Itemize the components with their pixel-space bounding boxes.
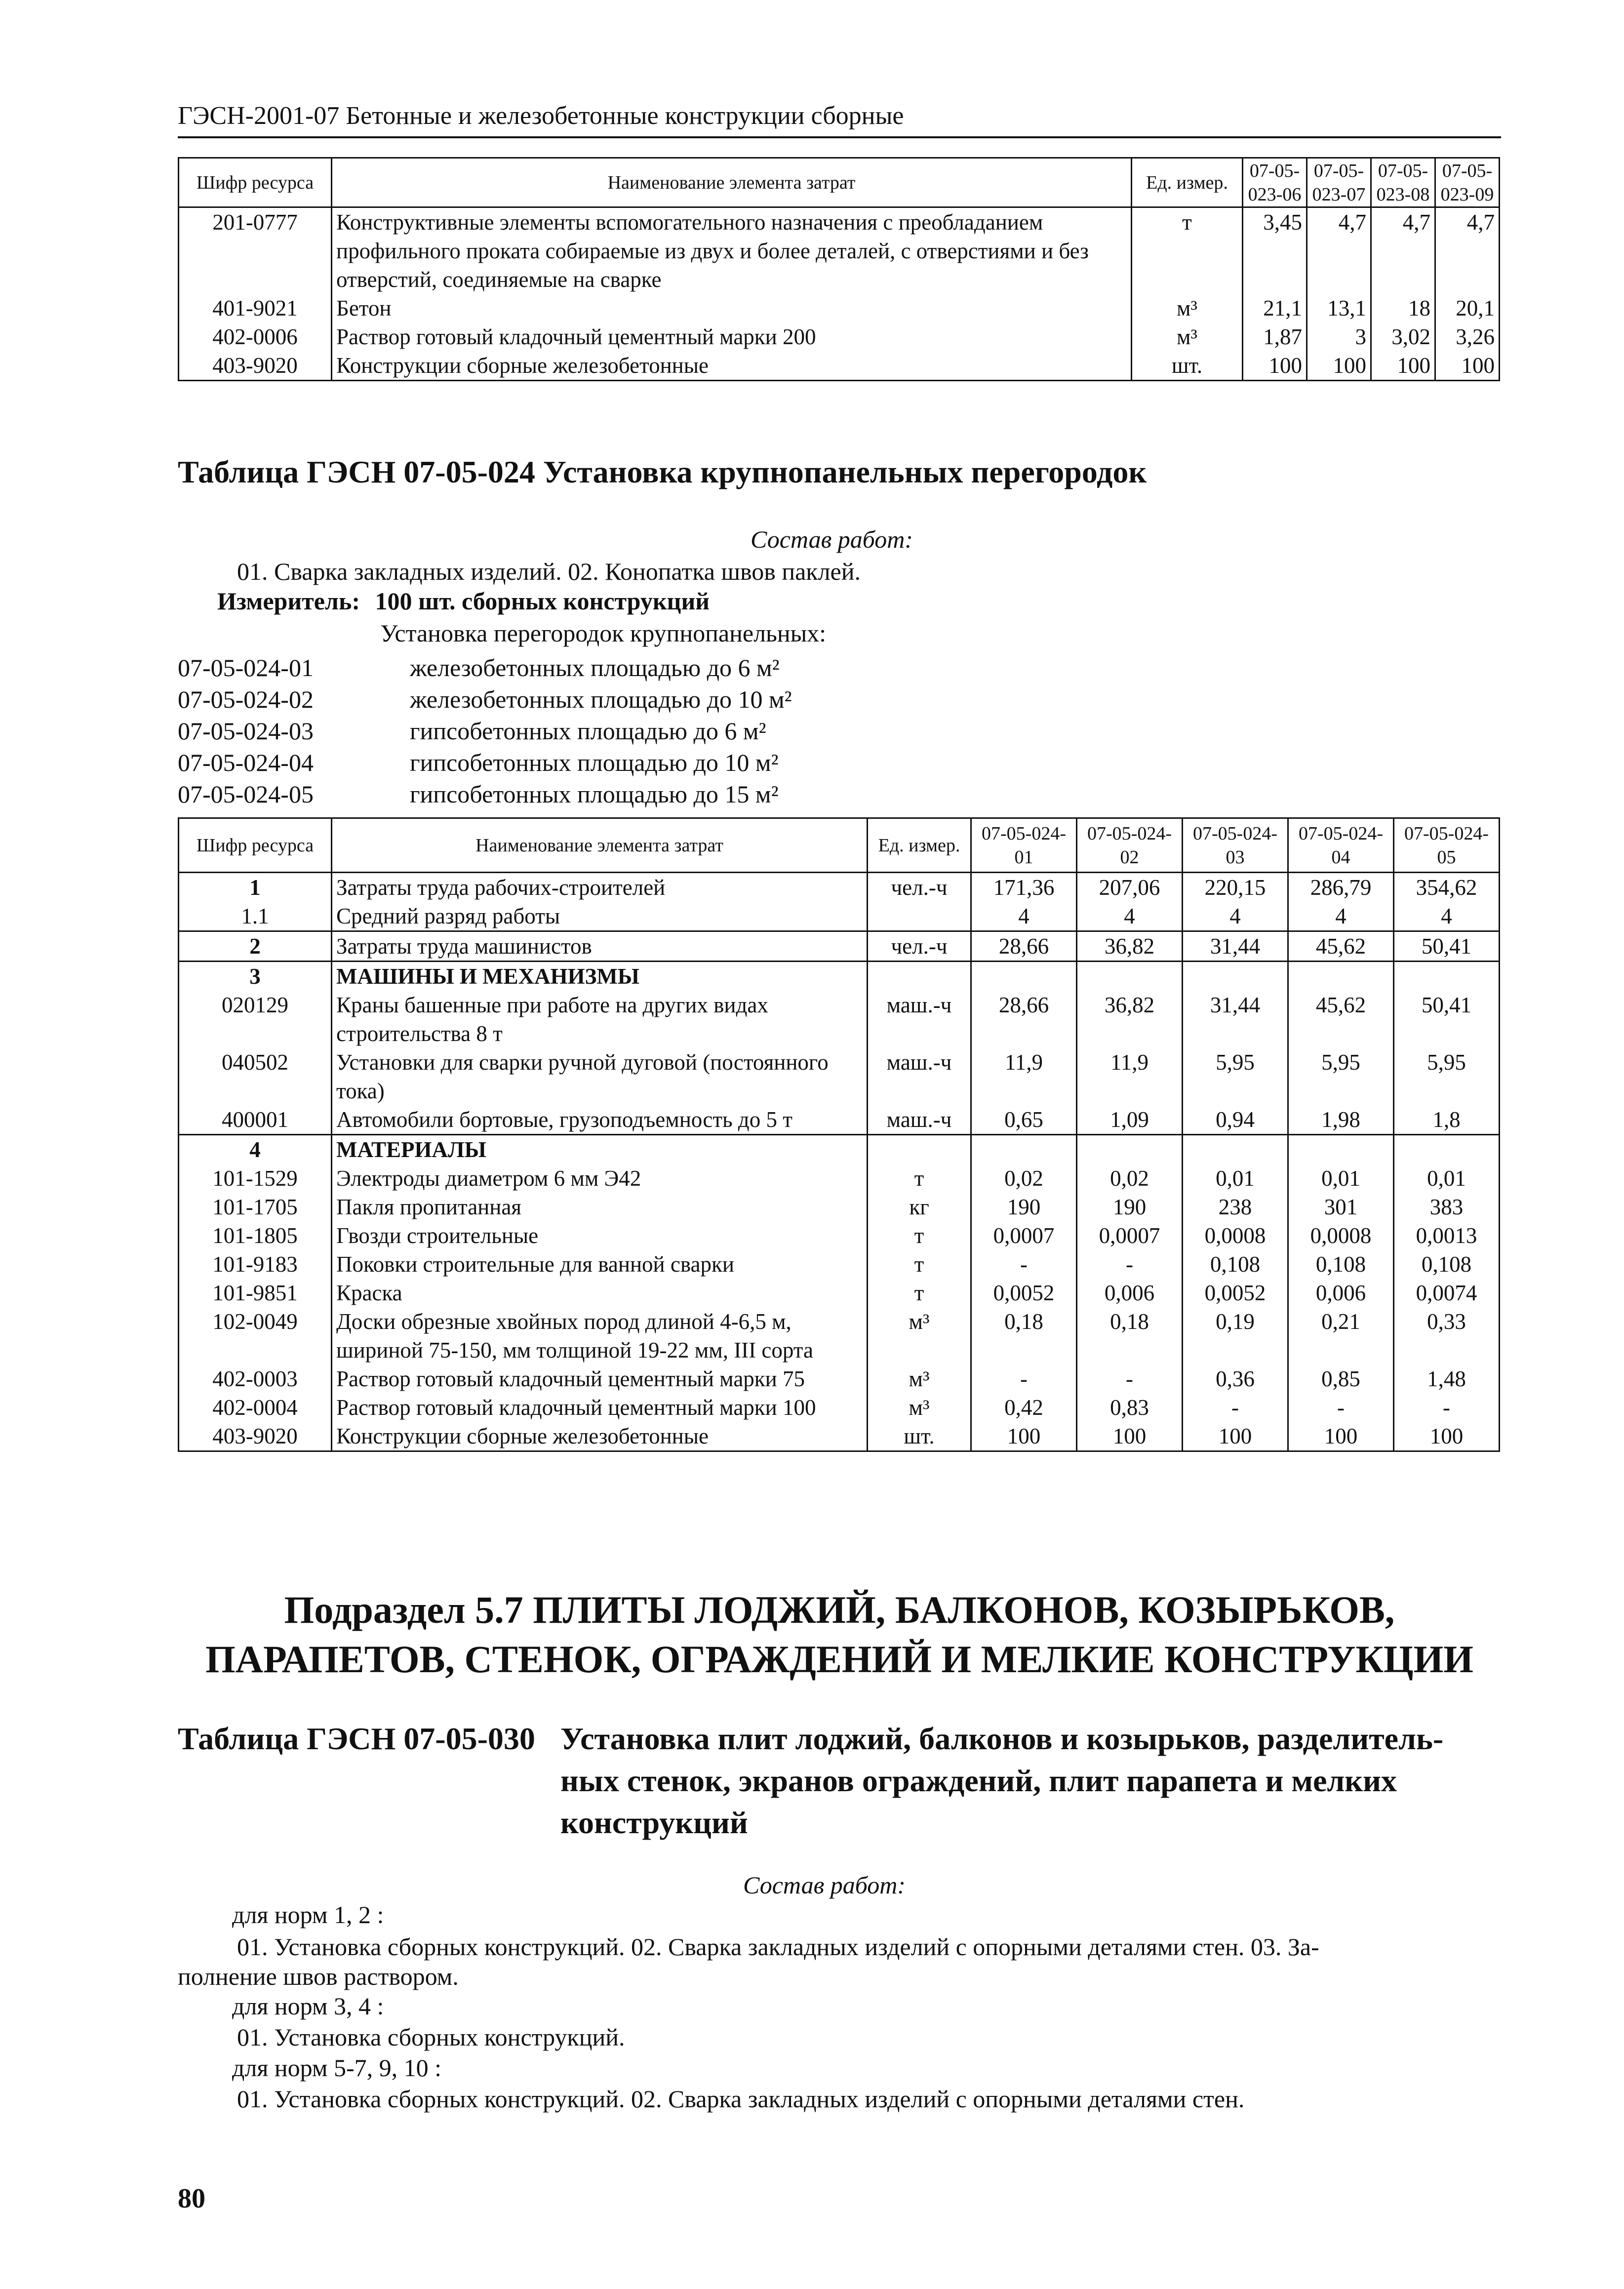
resource-value: 50,41 (1394, 991, 1500, 1048)
resource-value: 0,19 (1183, 1307, 1288, 1365)
resource-code: 400001 (179, 1105, 332, 1135)
resource-value: 100 (1288, 1422, 1394, 1451)
resource-code: 040502 (179, 1048, 332, 1105)
resource-code: 101-9183 (179, 1250, 332, 1279)
resource-unit: м³ (1132, 322, 1243, 351)
resource-name: Средний разряд работы (332, 902, 868, 931)
resource-code: 102-0049 (179, 1307, 332, 1365)
resource-value (971, 962, 1077, 991)
resource-code: 101-1705 (179, 1193, 332, 1221)
resource-value: 190 (1077, 1193, 1183, 1221)
resource-unit: м³ (868, 1365, 971, 1393)
resource-value: 0,0007 (1077, 1221, 1183, 1250)
resource-unit (868, 902, 971, 931)
resource-value: 0,108 (1288, 1250, 1394, 1279)
table-024-title: Таблица ГЭСН 07-05-024 Установка крупнопанельных перегородок (178, 454, 1147, 489)
resource-value: 0,02 (1077, 1164, 1183, 1193)
resource-name: Доски обрезные хвойных пород длиной 4-6,5 м, шириной 75-150, мм толщиной 19-22 мм, III сорта (332, 1307, 868, 1365)
resource-code: 402-0003 (179, 1365, 332, 1393)
norm-code: 07-05-024-01 (178, 654, 314, 682)
resource-unit: шт. (1132, 351, 1243, 381)
column-header: 07-05-023-08 (1371, 158, 1435, 207)
table-row (179, 873, 1500, 902)
norm-item (178, 778, 779, 810)
resource-unit: м³ (868, 1393, 971, 1422)
resource-value: 0,0074 (1394, 1279, 1500, 1307)
table-row (179, 1135, 1500, 1165)
resource-value: 5,95 (1394, 1048, 1500, 1105)
resource-name: Электроды диаметром 6 мм Э42 (332, 1164, 868, 1193)
norm-code: 07-05-024-02 (178, 685, 314, 713)
norm-text: гипсобетонных площадью до 15 м² (410, 780, 779, 808)
column-header: 07-05-024-03 (1183, 818, 1288, 873)
works-label-030: Состав работ: (743, 1871, 906, 1899)
resource-value: 0,02 (971, 1164, 1077, 1193)
table-row (179, 1250, 1500, 1279)
resource-value: 100 (1435, 351, 1500, 381)
resource-code: 403-9020 (179, 351, 332, 381)
resource-unit: т (868, 1279, 971, 1307)
column-header: 07-05-024-01 (971, 818, 1077, 873)
resource-unit: чел.-ч (868, 931, 971, 962)
resource-code: 201-0777 (179, 207, 332, 294)
resource-value: 0,85 (1288, 1365, 1394, 1393)
resource-unit (868, 1135, 971, 1165)
column-header: 07-05-023-07 (1307, 158, 1371, 207)
resource-value: 31,44 (1183, 991, 1288, 1048)
resource-unit: маш.-ч (868, 1105, 971, 1135)
resource-name: Конструкции сборные железобетонные (332, 1422, 868, 1451)
page-header: ГЭСН-2001-07 Бетонные и железобетонные конструкции сборные (178, 99, 1501, 138)
resource-unit: маш.-ч (868, 991, 971, 1048)
table-row (179, 1422, 1500, 1451)
resource-value (1288, 1135, 1394, 1165)
resource-value: 100 (1371, 351, 1435, 381)
resource-name: Затраты труда машинистов (332, 931, 868, 962)
resource-value: 5,95 (1183, 1048, 1288, 1105)
resource-name: МАШИНЫ И МЕХАНИЗМЫ (332, 962, 868, 991)
resource-value: 0,65 (971, 1105, 1077, 1135)
table-row (179, 931, 1500, 962)
column-header: 07-05-024-04 (1288, 818, 1394, 873)
resource-value: 0,42 (971, 1393, 1077, 1422)
resource-name: Краска (332, 1279, 868, 1307)
column-header: 07-05-023-06 (1243, 158, 1307, 207)
table-row (179, 294, 1500, 322)
resource-name: Установки для сварки ручной дуговой (постоянного тока) (332, 1048, 868, 1105)
resource-unit: т (1132, 207, 1243, 294)
group-label: Установка перегородок крупнопанельных: (380, 619, 827, 647)
resource-value: 4 (1288, 902, 1394, 931)
resource-value (1183, 1135, 1288, 1165)
resource-value (1077, 962, 1183, 991)
resource-value: 3,26 (1435, 322, 1500, 351)
resource-value: 100 (1183, 1422, 1288, 1451)
resource-value: 0,0013 (1394, 1221, 1500, 1250)
resource-value: 13,1 (1307, 294, 1371, 322)
resource-value: 190 (971, 1193, 1077, 1221)
resource-value: 0,0007 (971, 1221, 1077, 1250)
column-header: Ед. измер. (868, 818, 971, 873)
norm-text: железобетонных площадью до 6 м² (410, 654, 780, 682)
resource-value: 100 (1077, 1422, 1183, 1451)
resource-unit: м³ (868, 1307, 971, 1365)
resource-name: Поковки строительные для ванной сварки (332, 1250, 868, 1279)
table-row (179, 991, 1500, 1048)
norm-item (178, 747, 779, 778)
resource-value: 100 (1394, 1422, 1500, 1451)
resource-value: 0,01 (1288, 1164, 1394, 1193)
resource-value: 0,0008 (1183, 1221, 1288, 1250)
resource-value: 4 (1077, 902, 1183, 931)
resource-value: 100 (971, 1422, 1077, 1451)
resource-name: Конструктивные элементы вспомогательного назначения с преобладанием профильного проката собираемые из двух и более деталей, с отверстиями и без отверстий, соединяемые на сварке (332, 207, 1132, 294)
resource-unit: м³ (1132, 294, 1243, 322)
resource-name: Раствор готовый кладочный цементный марки 75 (332, 1365, 868, 1393)
resource-name: Конструкции сборные железобетонные (332, 351, 1132, 381)
norm-code: 07-05-024-03 (178, 717, 314, 745)
resource-value: 4,7 (1307, 207, 1371, 294)
resource-value: 0,01 (1394, 1164, 1500, 1193)
table-row (179, 1048, 1500, 1105)
resource-value: 0,006 (1288, 1279, 1394, 1307)
resource-name: Затраты труда рабочих-строителей (332, 873, 868, 902)
resource-value: 0,01 (1183, 1164, 1288, 1193)
resource-value: 3 (1307, 322, 1371, 351)
resource-value (1183, 962, 1288, 991)
table-row (179, 207, 1500, 294)
column-header: Ед. измер. (1132, 158, 1243, 207)
resource-code: 4 (179, 1135, 332, 1165)
norm-text: гипсобетонных площадью до 10 м² (410, 749, 779, 776)
resource-value: 18 (1371, 294, 1435, 322)
resource-value: 301 (1288, 1193, 1394, 1221)
resource-value (1394, 1135, 1500, 1165)
norms-1-2-text-line2: полнение швов раствором. (178, 1963, 459, 1990)
resource-value: 4 (1394, 902, 1500, 931)
meter-line (217, 585, 710, 617)
resource-value: 0,108 (1183, 1250, 1288, 1279)
resource-value: 1,8 (1394, 1105, 1500, 1135)
resource-value: 0,0052 (1183, 1279, 1288, 1307)
resource-value: 5,95 (1288, 1048, 1394, 1105)
table-header-row (179, 158, 1500, 207)
resource-value: 4,7 (1435, 207, 1500, 294)
norms-1-2-label: для норм 1, 2 : (232, 1901, 384, 1928)
resource-value: 28,66 (971, 991, 1077, 1048)
resource-code: 1.1 (179, 902, 332, 931)
norms-3-4-label: для норм 3, 4 : (232, 1992, 384, 2020)
resource-code: 101-1529 (179, 1164, 332, 1193)
resource-value: 1,98 (1288, 1105, 1394, 1135)
table-030-title-line1: Установка плит лоджий, балконов и козырьков, разделитель- (560, 1721, 1444, 1756)
table-row (179, 1221, 1500, 1250)
resource-value: 100 (1307, 351, 1371, 381)
resource-value (1077, 1135, 1183, 1165)
table-030-title-line3: конструкций (560, 1805, 748, 1840)
resource-code: 101-9851 (179, 1279, 332, 1307)
resource-value: 0,21 (1288, 1307, 1394, 1365)
table-header-row (179, 818, 1500, 873)
resource-code: 020129 (179, 991, 332, 1048)
resource-value: 36,82 (1077, 991, 1183, 1048)
resource-value: 286,79 (1288, 873, 1394, 902)
resource-value (1394, 962, 1500, 991)
resource-value: - (971, 1365, 1077, 1393)
norms-1-2-text-line1: 01. Установка сборных конструкций. 02. Сварка закладных изделий с опорными деталями стен. 03. За- (237, 1933, 1319, 1961)
resource-value: 50,41 (1394, 931, 1500, 962)
resource-value: 28,66 (971, 931, 1077, 962)
resource-value: 1,87 (1243, 322, 1307, 351)
resource-table-024 (178, 817, 1500, 1452)
resource-value: - (1077, 1365, 1183, 1393)
meter-label: Измеритель: (217, 587, 360, 615)
resource-value (1288, 962, 1394, 991)
table-row (179, 1279, 1500, 1307)
table-row (179, 1365, 1500, 1393)
norm-item (178, 715, 766, 747)
table-row (179, 902, 1500, 931)
resource-value: 3,02 (1371, 322, 1435, 351)
resource-name: Раствор готовый кладочный цементный марки 100 (332, 1393, 868, 1422)
meter-value: 100 шт. сборных конструкций (375, 587, 710, 615)
resource-unit: т (868, 1221, 971, 1250)
works-text: 01. Сварка закладных изделий. 02. Конопатка швов паклей. (237, 558, 861, 585)
resource-value: 0,006 (1077, 1279, 1183, 1307)
resource-value: 21,1 (1243, 294, 1307, 322)
resource-value: 100 (1243, 351, 1307, 381)
resource-code: 3 (179, 962, 332, 991)
resource-table-023 (178, 157, 1500, 381)
table-row (179, 351, 1500, 381)
table-row (179, 1105, 1500, 1135)
table-row (179, 1164, 1500, 1193)
column-header: Наименование элемента затрат (332, 818, 868, 873)
resource-unit: чел.-ч (868, 873, 971, 902)
table-row (179, 1307, 1500, 1365)
resource-unit: маш.-ч (868, 1048, 971, 1105)
resource-code: 402-0004 (179, 1393, 332, 1422)
column-header: Шифр ресурса (179, 818, 332, 873)
resource-name: Гвозди строительные (332, 1221, 868, 1250)
table-row (179, 322, 1500, 351)
resource-code: 401-9021 (179, 294, 332, 322)
subsection-title-line1: Подраздел 5.7 ПЛИТЫ ЛОДЖИЙ, БАЛКОНОВ, КОЗЫРЬКОВ, (284, 1588, 1395, 1631)
resource-code: 403-9020 (179, 1422, 332, 1451)
norm-text: гипсобетонных площадью до 6 м² (410, 717, 766, 745)
column-header: 07-05-024-02 (1077, 818, 1183, 873)
resource-value: 11,9 (1077, 1048, 1183, 1105)
norm-item (178, 652, 780, 683)
resource-name: Раствор готовый кладочный цементный марки 200 (332, 322, 1132, 351)
resource-value: 4 (1183, 902, 1288, 931)
resource-value: 3,45 (1243, 207, 1307, 294)
resource-value: 220,15 (1183, 873, 1288, 902)
resource-value: 0,0052 (971, 1279, 1077, 1307)
resource-value (971, 1135, 1077, 1165)
resource-name: Пакля пропитанная (332, 1193, 868, 1221)
resource-value: - (1183, 1393, 1288, 1422)
resource-name: Краны башенные при работе на других видах строительства 8 т (332, 991, 868, 1048)
resource-value: 238 (1183, 1193, 1288, 1221)
resource-value: 354,62 (1394, 873, 1500, 902)
norms-5-10-label: для норм 5-7, 9, 10 : (232, 2054, 442, 2082)
column-header: Шифр ресурса (179, 158, 332, 207)
resource-value: 171,36 (971, 873, 1077, 902)
resource-value: 45,62 (1288, 931, 1394, 962)
page-number: 80 (178, 2183, 205, 2214)
resource-value: 36,82 (1077, 931, 1183, 962)
norm-text: железобетонных площадью до 10 м² (410, 685, 792, 713)
resource-unit (868, 962, 971, 991)
resource-value: 0,18 (971, 1307, 1077, 1365)
resource-value: 11,9 (971, 1048, 1077, 1105)
column-header: 07-05-023-09 (1435, 158, 1500, 207)
norm-code: 07-05-024-04 (178, 749, 314, 776)
resource-value: 4,7 (1371, 207, 1435, 294)
resource-name: Автомобили бортовые, грузоподъемность до 5 т (332, 1105, 868, 1135)
resource-unit: шт. (868, 1422, 971, 1451)
resource-value: 383 (1394, 1193, 1500, 1221)
table-030-title-line2: ных стенок, экранов ограждений, плит парапета и мелких (560, 1763, 1397, 1798)
resource-value: - (1077, 1250, 1183, 1279)
norms-3-4-text: 01. Установка сборных конструкций. (237, 2023, 625, 2051)
table-030-title-prefix: Таблица ГЭСН 07-05-030 (178, 1721, 535, 1756)
resource-value: 1,09 (1077, 1105, 1183, 1135)
resource-value: 0,94 (1183, 1105, 1288, 1135)
resource-unit: т (868, 1164, 971, 1193)
resource-name: Бетон (332, 294, 1132, 322)
table-row (179, 1193, 1500, 1221)
resource-value: 0,18 (1077, 1307, 1183, 1365)
table-row (179, 962, 1500, 991)
resource-value: 0,33 (1394, 1307, 1500, 1365)
resource-value: 31,44 (1183, 931, 1288, 962)
resource-value: 4 (971, 902, 1077, 931)
column-header: Наименование элемента затрат (332, 158, 1132, 207)
resource-value: 0,0008 (1288, 1221, 1394, 1250)
resource-value: 1,48 (1394, 1365, 1500, 1393)
column-header: 07-05-024-05 (1394, 818, 1500, 873)
resource-value: 207,06 (1077, 873, 1183, 902)
resource-unit: т (868, 1250, 971, 1279)
resource-name: МАТЕРИАЛЫ (332, 1135, 868, 1165)
resource-unit: кг (868, 1193, 971, 1221)
resource-value: - (971, 1250, 1077, 1279)
resource-code: 1 (179, 873, 332, 902)
table-row (179, 1393, 1500, 1422)
resource-value: 0,36 (1183, 1365, 1288, 1393)
resource-code: 402-0006 (179, 322, 332, 351)
resource-value: - (1288, 1393, 1394, 1422)
resource-code: 101-1805 (179, 1221, 332, 1250)
resource-value: 0,108 (1394, 1250, 1500, 1279)
works-label: Состав работ: (751, 525, 913, 553)
resource-value: 45,62 (1288, 991, 1394, 1048)
norm-code: 07-05-024-05 (178, 780, 314, 808)
norm-item (178, 683, 792, 715)
resource-value: 20,1 (1435, 294, 1500, 322)
resource-value: 0,83 (1077, 1393, 1183, 1422)
resource-value: - (1394, 1393, 1500, 1422)
norms-5-10-text: 01. Установка сборных конструкций. 02. Сварка закладных изделий с опорными деталями стен. (237, 2085, 1245, 2113)
subsection-title-line2: ПАРАПЕТОВ, СТЕНОК, ОГРАЖДЕНИЙ И МЕЛКИЕ КОНСТРУКЦИИ (205, 1638, 1473, 1681)
resource-code: 2 (179, 931, 332, 962)
